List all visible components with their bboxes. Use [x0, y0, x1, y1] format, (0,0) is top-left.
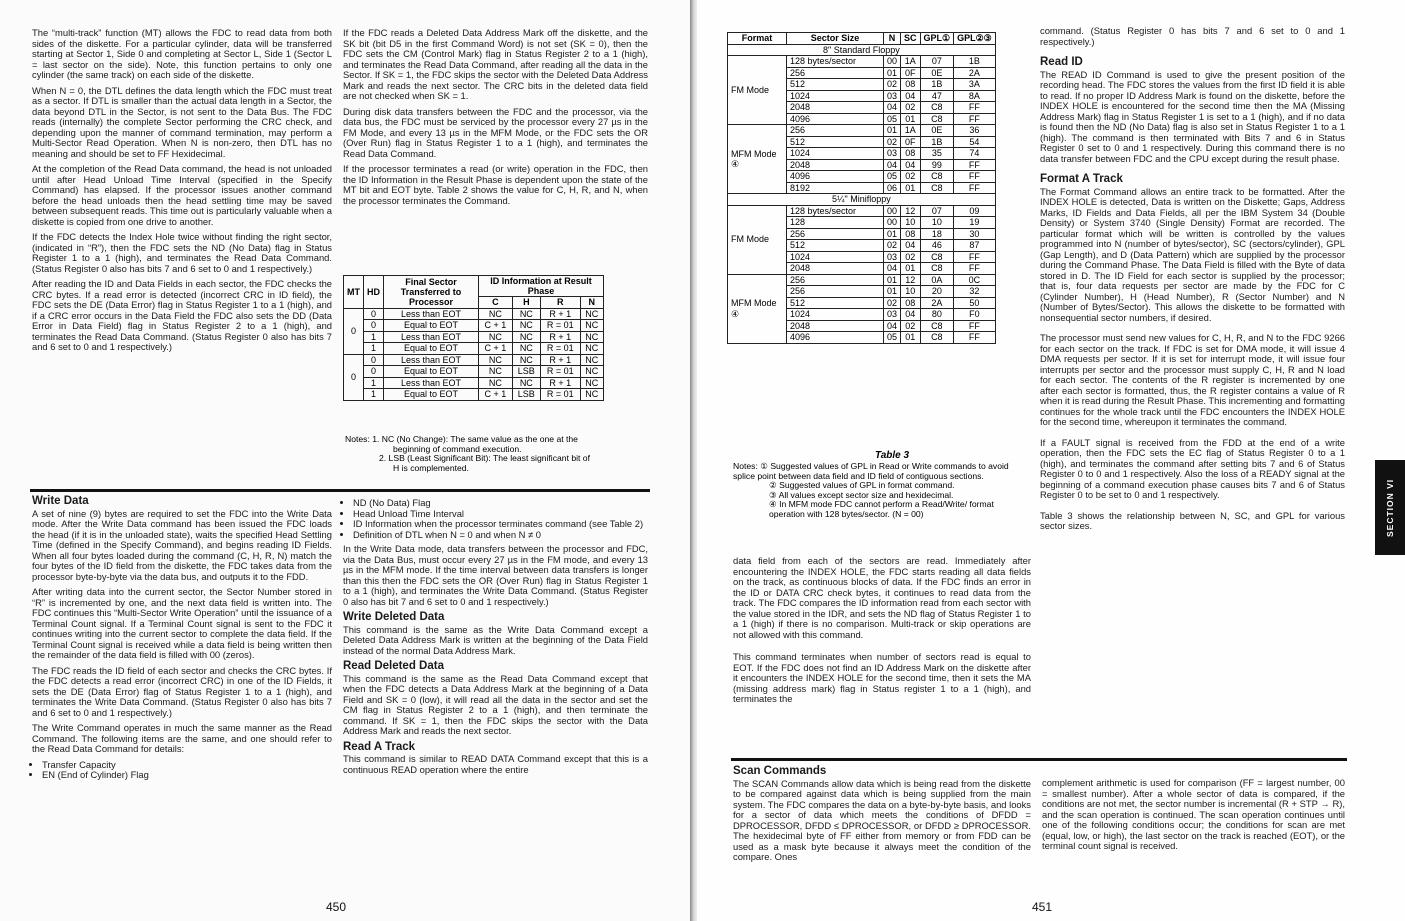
- table-cell: 128 bytes/sector: [787, 205, 884, 217]
- note-line: 2. LSB (Least Significant Bit): The least significant bit of: [379, 453, 590, 463]
- paragraph: The “multi-track” function (MT) allows the FDC to read data from both sides of the diskette. For a particular cylinder, data will be transferred starting at Sector 1, Side 0 and completing at Sector L, Side 1 (Sector L = last sector on the side). Note, this function pertains to only one cylinder (the same track) on each side of the diskette.: [32, 27, 332, 80]
- heading-write-deleted-data: Write Deleted Data: [343, 611, 445, 623]
- table-row: [344, 366, 604, 378]
- table-header-sector-size: Sector Size: [787, 33, 884, 45]
- table-cell: 1: [364, 389, 384, 401]
- heading-read-a-track: Read A Track: [343, 740, 416, 753]
- table-cell: Equal to EOT: [384, 343, 479, 355]
- table-cell: 04: [901, 90, 921, 102]
- table-cell: 0F: [901, 136, 921, 148]
- table-cell: NC: [512, 377, 540, 389]
- table-cell: 12: [901, 274, 921, 286]
- table-cell-mt: 0: [344, 354, 364, 400]
- table-cell: 02: [901, 320, 921, 332]
- table-cell: R + 1: [540, 354, 580, 366]
- table-cell: NC: [479, 377, 513, 389]
- table-cell: C8: [920, 332, 954, 344]
- table-cell: NC: [580, 343, 603, 355]
- table-cell: 10: [920, 217, 954, 229]
- paragraph: This command is the same as the Read Data Command except that when the FDC detects a Data Address Mark at the beginning of a Data Field and SK = 0 (low), it will read all the data in the sector and set the CM flag in Status Register 2 to a 1 (high), and then terminate the command. If SK = 1, then the FDC skips the sector with the Data Address Mark and reads the next sector.: [343, 672, 648, 736]
- table-cell: NC: [580, 308, 603, 320]
- table-cell: 19: [954, 217, 996, 229]
- table-cell: F0: [954, 309, 996, 321]
- table-cell: NC: [512, 354, 540, 366]
- table-cell: FF: [954, 159, 996, 171]
- table-header-h: H: [512, 297, 540, 309]
- paragraph: The FDC reads the ID field of each sector and checks the CRC bytes. If the FDC detects a read error (incorrect CRC) in one of the ID Fields, it sets the DE (Data Error) flag of Status Register 1 to a 1 (high), and terminates the Write Data Command. (Status Register 0 also has bits 7 and 6 set to 0 and 1 respectively.): [32, 664, 332, 718]
- paragraph: This command terminates when number of sectors read is equal to EOT. If the FDC does not find an ID Address Mark on the diskette after it encounters the INDEX HOLE for the second time, then it sets the MA (missing address mark) flag in Status register 1 to a 1 (high), and terminates the: [733, 651, 1031, 704]
- paragraph: After reading the ID and Data Fields in each sector, the FDC checks the CRC bytes. If a read error is detected (incorrect CRC in ID field), the FDC sets the DE (Data Error) flag in Status Register 1 to a 1 (high), and if a CRC error occurs in the Data Field the FDC also sets the DD (Data Error in Data Field) flag in Status Register 2 to a 1 (high), and terminates the Read Data Command. (Status Register 0 also has bits 7 and 6 set to 0 and 1 respectively.): [32, 278, 332, 352]
- table-header-n: N: [884, 33, 901, 45]
- table-cell: NC: [580, 354, 603, 366]
- table-cell: 0F: [901, 67, 921, 79]
- paragraph: If a FAULT signal is received from the FDD at the end of a write operation, then the FDC sets the EC flag of Status Register 0 to a 1 (high), and terminates the command after setting bits 7 and 6 of Status Register 0 to 0 and 1 respectively. Also the loss of a READY signal at the beginning of a command execution phase causes bits 7 and 6 of Status Register 0 to be set to 0 and 1 respectively.: [1040, 436, 1345, 500]
- table-cell: 03: [884, 309, 901, 321]
- table-3-caption: Table 3: [875, 450, 910, 461]
- table-cell: C8: [920, 102, 954, 114]
- paragraph: In the Write Data mode, data transfers between the processor and FDC, via the Data Bus, must occur every 27 µs in the FM mode, and every 13 µs in the MFM mode. If the time interval between data transfers is longer than this then the FDC sets the OR (Over Run) flag in Status Register 1 to a 1 (high), and terminates the Write Data Command. (Status Register 0 also has bit 7 and 6 set to 0 and 1 respectively.): [343, 543, 648, 607]
- table-cell: 2A: [954, 67, 996, 79]
- table-cell: Equal to EOT: [384, 320, 479, 332]
- table-cell: 512: [787, 297, 884, 309]
- list-item: • Definition of DTL when N = 0 and when N ≠ 0: [353, 530, 648, 541]
- table-cell: 00: [884, 56, 901, 68]
- table-cell: 06: [884, 182, 901, 194]
- table-row: [728, 274, 996, 286]
- table-cell: 36: [954, 125, 996, 137]
- paragraph: During disk data transfers between the FDC and the processor, via the data bus, the FDC must be serviced by the processor every 27 µs in the FM Mode, and every 13 µs in the MFM Mode, or the FDC sets the OR (Over Run) flag in Status Register 1 to a 1 (high), and terminates the Read Data Command.: [343, 105, 648, 159]
- table-group-heading: 5¼" Minifloppy: [728, 194, 996, 206]
- table-cell: C8: [920, 171, 954, 183]
- table-cell: 8192: [787, 182, 884, 194]
- table-cell-mt: 0: [344, 308, 364, 354]
- table-row: [728, 56, 996, 68]
- table-cell: 02: [884, 136, 901, 148]
- bullet-list: [343, 498, 648, 540]
- table-cell: 04: [884, 320, 901, 332]
- table-cell: R = 01: [540, 366, 580, 378]
- table-cell: Less than EOT: [384, 377, 479, 389]
- table-cell: 08: [901, 297, 921, 309]
- scan-commands-right: [1042, 778, 1345, 857]
- table-cell: NC: [512, 343, 540, 355]
- table-cell: LSB: [512, 366, 540, 378]
- table-cell: 2048: [787, 102, 884, 114]
- left-column-4: [343, 498, 648, 780]
- table-cell: 4096: [787, 332, 884, 344]
- table-cell: 0E: [920, 67, 954, 79]
- table-cell: 1B: [954, 56, 996, 68]
- page-number: 451: [1032, 900, 1053, 914]
- note-line: ④ In MFM mode FDC cannot perform a Read/Write/ format operation with 128 bytes/sector. (N = 00): [769, 499, 994, 519]
- table-cell: 54: [954, 136, 996, 148]
- table-cell: 08: [901, 79, 921, 91]
- table-cell: 1B: [920, 79, 954, 91]
- heading-format-a-track: Format A Track: [1040, 173, 1123, 185]
- table-cell: 4096: [787, 113, 884, 125]
- table-cell: R = 01: [540, 389, 580, 401]
- table-cell: Equal to EOT: [384, 366, 479, 378]
- table-cell: NC: [580, 377, 603, 389]
- table-cell: LSB: [512, 389, 540, 401]
- list-item: • ID Information when the processor terminates command (see Table 2): [353, 519, 648, 530]
- paragraph: The READ ID Command is used to give the present position of the recording head. The FDC stores the values from the first ID field it is able to read. If no proper ID Address Mark is found on the diskette, before the INDEX HOLE is encountered for the second time then the MA (Missing Address Mark) flag in Status Register 1 is set to a 1 (high), and if no data is found then the ND (No Data) flag is also set in Status Register 1 to a 1 (high). The command is then terminated with Bits 7 and 6 in Status Register 0 set to 0 and 1 respectively. During this command there is no data transfer between FDC and the CPU except during the result phase.: [1040, 68, 1345, 164]
- table-2-body: [344, 308, 604, 400]
- table-cell: C + 1: [479, 320, 513, 332]
- table-cell: C + 1: [479, 389, 513, 401]
- paragraph: If the FDC detects the Index Hole twice without finding the right sector, (indicated in “R”), then the FDC sets the ND (No Data) flag in Status Register 1 to a 1 (high), and terminates the Read Data Command. (Status Register 0 also has bits 7 and 6 set to 0 and 1 respectively.): [32, 231, 332, 274]
- table-cell: 1024: [787, 148, 884, 160]
- table-cell: 99: [920, 159, 954, 171]
- paragraph: data field from each of the sectors are read. Immediately after encountering the INDEX HOLE, the FDC starts reading all data fields on the track, as continuous blocks of data. If the FDC finds an error in the ID or DATA CRC check bytes, it continues to read data from the track. The FDC compares the ID information read from each sector with the value stored in the IDR, and sets the ND flag of Status Register 1 to a 1 (high) if there is no comparison. Multi-track or skip operations are not allowed with this command.: [733, 555, 1031, 640]
- table-cell: 0: [364, 308, 384, 320]
- table-cell-format: FM Mode: [728, 56, 787, 125]
- table-cell: 07: [920, 205, 954, 217]
- paragraph: If the processor terminates a read (or write) operation in the FDC, then the ID Information in the Result Phase is dependent upon the state of the MT bit and EOT byte. Table 2 shows the value for C, H, R, and N, when the processor terminates the Command.: [343, 163, 648, 206]
- table-cell: 01: [901, 332, 921, 344]
- table-cell: FF: [954, 251, 996, 263]
- table-cell: 02: [884, 240, 901, 252]
- paragraph: The Format Command allows an entire track to be formatted. After the INDEX HOLE is detected, Data is written on the Diskette; Gaps, Address Marks, ID Fields and Data Fields, all per the IBM System 34 (Double Density) or System 3740 (Single Density) Format are recorded. The particular format which will be written is controlled by the values programmed into N (number of bytes/sector), SC (sectors/cylinder), GPL (Gap Length), and D (Data Pattern) which are supplied by the processor during the Command Phase. The Data Field is filled with the Byte of data stored in D. The ID Field for each sector is supplied by the processor; that is, four data requests per sector are made by the FDC for C (Cylinder Number), H (Head Number), R (Sector Number) and N (Number of Bytes/Sector). This allows the diskette to be formatted with nonsequential sector numbers, if desired.: [1040, 185, 1345, 323]
- table-cell: 03: [884, 251, 901, 263]
- table-cell: 512: [787, 240, 884, 252]
- table-cell: FF: [954, 263, 996, 275]
- table-header-r: R: [540, 297, 580, 309]
- table-cell: 01: [901, 113, 921, 125]
- left-column-3: [32, 494, 332, 785]
- table-cell: 02: [901, 171, 921, 183]
- table-cell-format: FM Mode: [728, 205, 787, 274]
- table-row: [344, 331, 604, 343]
- table-cell: 1B: [920, 136, 954, 148]
- paragraph: At the completion of the Read Data command, the head is not unloaded until after Head Unload Time Interval (specified in the Specify Command) has elapsed. If the processor issues another command before the head unloads then the head settling time may be saved between subsequent reads. This time out is particularly valuable when a diskette is copied from one drive to another.: [32, 163, 332, 227]
- note-line: Notes: 1. NC (No Change): The same value as the one at the: [345, 434, 578, 444]
- table-cell: 2048: [787, 263, 884, 275]
- table-cell: 74: [954, 148, 996, 160]
- table-3: [727, 32, 996, 344]
- left-column-1: [32, 28, 332, 358]
- table-2: [343, 275, 604, 401]
- scan-commands-left: [733, 764, 1031, 868]
- table-cell: Less than EOT: [384, 308, 479, 320]
- table-cell: 1024: [787, 309, 884, 321]
- page-number: 450: [326, 900, 347, 914]
- left-column-2: [343, 28, 648, 211]
- note-line: Notes: ① Suggested values of GPL in Read or Write commands to avoid splice point between data field and ID field of contiguous sections.: [733, 461, 1009, 481]
- table-cell: 02: [884, 297, 901, 309]
- table-cell: NC: [512, 331, 540, 343]
- paragraph: The processor must send new values for C, H, R, and N to the FDC 9266 for each sector on the track. If FDC is set for DMA mode, it will issue 4 DMA requests per sector. If it is set for interrupt mode, it will issue four interrupts per sector and the processor must supply C, H, R and N load for each sector. The contents of the R register is incremented by one after each sector is formatted, thus, the R register contains a value of R when it is read during the Result Phase. This incrementing and formatting continues for the whole track until the FDC encounters the INDEX HOLE for the second time, whereupon it terminates the command.: [1040, 332, 1345, 427]
- table-row: [344, 377, 604, 389]
- table-cell: 35: [920, 148, 954, 160]
- table-3-body: [728, 44, 996, 343]
- table-cell: 10: [901, 286, 921, 298]
- table-cell: Less than EOT: [384, 354, 479, 366]
- table-cell: 03: [884, 148, 901, 160]
- list-item: • EN (End of Cylinder) Flag: [42, 770, 332, 781]
- table-cell: 12: [901, 205, 921, 217]
- table-cell: C8: [920, 320, 954, 332]
- table-cell: 256: [787, 274, 884, 286]
- table-cell: Equal to EOT: [384, 389, 479, 401]
- table-cell: NC: [580, 389, 603, 401]
- table-cell: 00: [884, 205, 901, 217]
- table-cell: 0A: [920, 274, 954, 286]
- table-cell: 05: [884, 171, 901, 183]
- note-line: H is complemented.: [393, 462, 469, 473]
- table-cell: C8: [920, 251, 954, 263]
- table-cell: 1024: [787, 251, 884, 263]
- table-cell: 08: [901, 228, 921, 240]
- heading-write-data: Write Data: [32, 495, 89, 507]
- table-cell: 256: [787, 125, 884, 137]
- table-2-notes: [345, 435, 645, 473]
- table-cell: NC: [479, 308, 513, 320]
- table-cell: FF: [954, 320, 996, 332]
- table-cell: 87: [954, 240, 996, 252]
- right-column-1: [733, 556, 1031, 710]
- bullet-list: [32, 760, 332, 781]
- table-cell: 0: [364, 320, 384, 332]
- table-cell: NC: [580, 366, 603, 378]
- table-cell: NC: [512, 320, 540, 332]
- note-line: beginning of command execution.: [393, 443, 522, 454]
- table-cell: R + 1: [540, 308, 580, 320]
- table-cell: 50: [954, 297, 996, 309]
- table-cell: 01: [884, 125, 901, 137]
- note-line: ③ All values except sector size and hexidecimal.: [769, 489, 954, 500]
- table-row: [728, 205, 996, 217]
- table-cell: 0: [364, 366, 384, 378]
- table-cell: 1: [364, 343, 384, 355]
- table-cell: 8A: [954, 90, 996, 102]
- table-header-hd: HD: [364, 276, 384, 309]
- table-cell: Less than EOT: [384, 331, 479, 343]
- page-451: [697, 0, 1405, 921]
- table-cell: 02: [884, 79, 901, 91]
- table-cell: 1024: [787, 90, 884, 102]
- table-cell: FF: [954, 113, 996, 125]
- table-cell: NC: [479, 331, 513, 343]
- paragraph: Table 3 shows the relationship between N, SC, and GPL for various sector sizes.: [1040, 509, 1345, 531]
- table-row: [344, 320, 604, 332]
- table-header-mt: MT: [344, 276, 364, 309]
- table-cell: 128: [787, 217, 884, 229]
- heading-read-id: Read ID: [1040, 56, 1083, 68]
- table-3-notes: [733, 462, 1023, 519]
- table-cell: FF: [954, 332, 996, 344]
- page-450: [0, 0, 690, 921]
- table-cell: 01: [884, 67, 901, 79]
- table-cell: 07: [920, 56, 954, 68]
- paragraph: This command is similar to READ DATA Command except that this is a continuous READ operation where the entire: [343, 753, 648, 775]
- list-item: • Head Unload Time Interval: [353, 509, 648, 520]
- table-cell: FF: [954, 102, 996, 114]
- note-line: ② Suggested values of GPL in format command.: [769, 480, 955, 490]
- table-cell: 30: [954, 228, 996, 240]
- table-row: [344, 308, 604, 320]
- heading-read-deleted-data: Read Deleted Data: [343, 660, 444, 672]
- table-cell: NC: [479, 366, 513, 378]
- table-cell: 512: [787, 79, 884, 91]
- paragraph: A set of nine (9) bytes are required to set the FDC into the Write Data mode. After the Write Data command has been issued the FDC loads the head (if it is in the unloaded state), waits the specified Head Settling Time (defined in the Specify Command), and begins reading ID Fields. When all four bytes loaded during the command (C, H, R, N) match the four bytes of the ID field from the diskette, the FDC takes data from the processor byte-by-byte via the data bus, and outputs it to the FDD.: [32, 507, 332, 582]
- table-row: [344, 343, 604, 355]
- table-cell: 04: [901, 309, 921, 321]
- book-gutter: [690, 0, 697, 921]
- table-cell: 256: [787, 228, 884, 240]
- table-group-row: [728, 44, 996, 56]
- list-item: • ND (No Data) Flag: [353, 498, 648, 509]
- table-cell: 2A: [920, 297, 954, 309]
- table-cell: 01: [901, 263, 921, 275]
- section-tab: SECTION VI: [1375, 460, 1405, 555]
- paragraph: The Write Command operates in much the same manner as the Read Command. The following items are the same, and one should refer to the Read Data Command for details:: [32, 722, 332, 754]
- table-cell: 18: [920, 228, 954, 240]
- table-cell: 0C: [954, 274, 996, 286]
- table-cell: 00: [884, 217, 901, 229]
- table-cell: 4096: [787, 171, 884, 183]
- table-cell: 01: [884, 274, 901, 286]
- table-cell: 04: [901, 159, 921, 171]
- table-cell: 128 bytes/sector: [787, 56, 884, 68]
- table-cell: FF: [954, 182, 996, 194]
- table-cell: 05: [884, 332, 901, 344]
- table-cell: 02: [901, 102, 921, 114]
- table-cell: 46: [920, 240, 954, 252]
- table-cell: R = 01: [540, 320, 580, 332]
- table-cell: R + 1: [540, 331, 580, 343]
- table-cell: 1A: [901, 56, 921, 68]
- table-cell: 3A: [954, 79, 996, 91]
- paragraph: complement arithmetic is used for comparison (FF = largest number, 00 = smallest number). After a whole sector of data is compared, if the conditions are not met, the sector number is incremental (R + STP → R), and the scan operation is continued. The scan operation continues until one of the following conditions occur; the conditions for scan are met (equal, low, or high), the last sector on the track is reached (EOT), or the terminal count signal is received.: [1042, 777, 1345, 851]
- table-cell: 0E: [920, 125, 954, 137]
- table-row: [344, 354, 604, 366]
- right-column-2: [1040, 26, 1345, 537]
- table-group-row: [728, 194, 996, 206]
- table-cell: 0: [364, 354, 384, 366]
- table-header-gpl23: GPL②③: [954, 33, 996, 45]
- table-header-final-sector: Final Sector Transferred to Processor: [384, 276, 479, 309]
- table-cell: C8: [920, 182, 954, 194]
- table-cell: 05: [884, 113, 901, 125]
- table-cell: 04: [884, 263, 901, 275]
- paragraph: command. (Status Register 0 has bits 7 and 6 set to 0 and 1 respectively.): [1040, 25, 1345, 47]
- list-item: • Transfer Capacity: [42, 760, 332, 771]
- table-cell: NC: [512, 308, 540, 320]
- table-header-format: Format: [728, 33, 787, 45]
- table-cell: 01: [884, 286, 901, 298]
- table-cell: NC: [580, 331, 603, 343]
- table-cell: C + 1: [479, 343, 513, 355]
- table-cell: 01: [901, 182, 921, 194]
- table-cell: NC: [580, 320, 603, 332]
- table-cell: 512: [787, 136, 884, 148]
- paragraph: The SCAN Commands allow data which is being read from the diskette to be compared against data which is being supplied from the main system. The FDC compares the data on a byte-by-byte basis, and looks for a sector of data which meets the conditions of DFDD = DPROCESSOR, DFDD ≤ DPROCESSOR, or DFDD ≥ DPROCESSOR. The hexidecimal byte of FF either from memory or from FDD can be used as a mask byte because it always meet the condition of the compare. Ones: [733, 777, 1031, 862]
- table-cell: 32: [954, 286, 996, 298]
- table-cell: 256: [787, 286, 884, 298]
- paragraph: After writing data into the current sector, the Sector Number stored in “R” is incremented by one, and the next data field is written into. The FDC continues this “Multi-Sector Write Operation” until the issuance of a Terminal Count signal. If a Terminal Count signal is sent to the FDC it continues writing into the current sector to complete the data field. If the Terminal Count signal is received while a data field is being written then the remainder of the data field is filled with 00 (zeros).: [32, 586, 332, 660]
- paragraph: This command is the same as the Write Data Command except a Deleted Data Address Mark is written at the beginning of the Data Field instead of the normal Data Address Mark.: [343, 623, 648, 656]
- table-cell: 08: [901, 148, 921, 160]
- table-cell: 1: [364, 331, 384, 343]
- heading-scan-commands: Scan Commands: [733, 765, 827, 777]
- table-cell: R = 01: [540, 343, 580, 355]
- table-cell: 02: [901, 251, 921, 263]
- table-row: [728, 125, 996, 137]
- table-cell-format: MFM Mode ④: [728, 125, 787, 194]
- table-cell: 09: [954, 205, 996, 217]
- table-cell-format: MFM Mode ④: [728, 274, 787, 343]
- table-cell: 04: [884, 159, 901, 171]
- section-divider: [30, 489, 650, 492]
- table-cell: 1A: [901, 125, 921, 137]
- table-cell: 2048: [787, 159, 884, 171]
- table-cell: C8: [920, 113, 954, 125]
- table-cell: 01: [884, 228, 901, 240]
- table-cell: NC: [479, 354, 513, 366]
- table-cell: 80: [920, 309, 954, 321]
- table-cell: C8: [920, 263, 954, 275]
- paragraph: If the FDC reads a Deleted Data Address Mark off the diskette, and the SK bit (bit D5 in the first Command Word) is not set (SK = 0), then the FDC sets the CM (Control Mark) flag in Status Register 2 to a 1 (high), and terminates the Read Data Command, after reading all the data in the Sector. If SK = 1, the FDC skips the sector with the Deleted Data Address Mark and reads the next sector. The CRC bits in the deleted data field are not checked when SK = 1.: [343, 27, 648, 101]
- table-group-heading: 8" Standard Floppy: [728, 44, 996, 56]
- table-cell: 04: [901, 240, 921, 252]
- table-header-sc: SC: [901, 33, 921, 45]
- table-cell: R + 1: [540, 377, 580, 389]
- table-header-c: C: [479, 297, 513, 309]
- table-header-n: N: [580, 297, 603, 309]
- table-cell: 04: [884, 102, 901, 114]
- table-row: [344, 389, 604, 401]
- table-cell: FF: [954, 171, 996, 183]
- table-cell: 47: [920, 90, 954, 102]
- table-cell: 1: [364, 377, 384, 389]
- table-header-gpl1: GPL①: [920, 33, 954, 45]
- table-cell: 03: [884, 90, 901, 102]
- table-cell: 2048: [787, 320, 884, 332]
- paragraph: When N = 0, the DTL defines the data length which the FDC must treat as a sector. If DTL is smaller than the actual data length in a Sector, the data beyond DTL in the Sector, is not sent to the Data Bus. The FDC reads (internally) the complete Sector performing the CRC check, and depending upon the manner of command termination, may perform a Multi-Sector Read Operation. When N is non-zero, then DTL has no meaning and should be set to FF Hexidecimal.: [32, 84, 332, 159]
- table-header-id-info: ID Information at Result Phase: [479, 276, 604, 297]
- table-cell: 10: [901, 217, 921, 229]
- table-cell: 256: [787, 67, 884, 79]
- table-cell: 20: [920, 286, 954, 298]
- section-divider: [731, 758, 1347, 761]
